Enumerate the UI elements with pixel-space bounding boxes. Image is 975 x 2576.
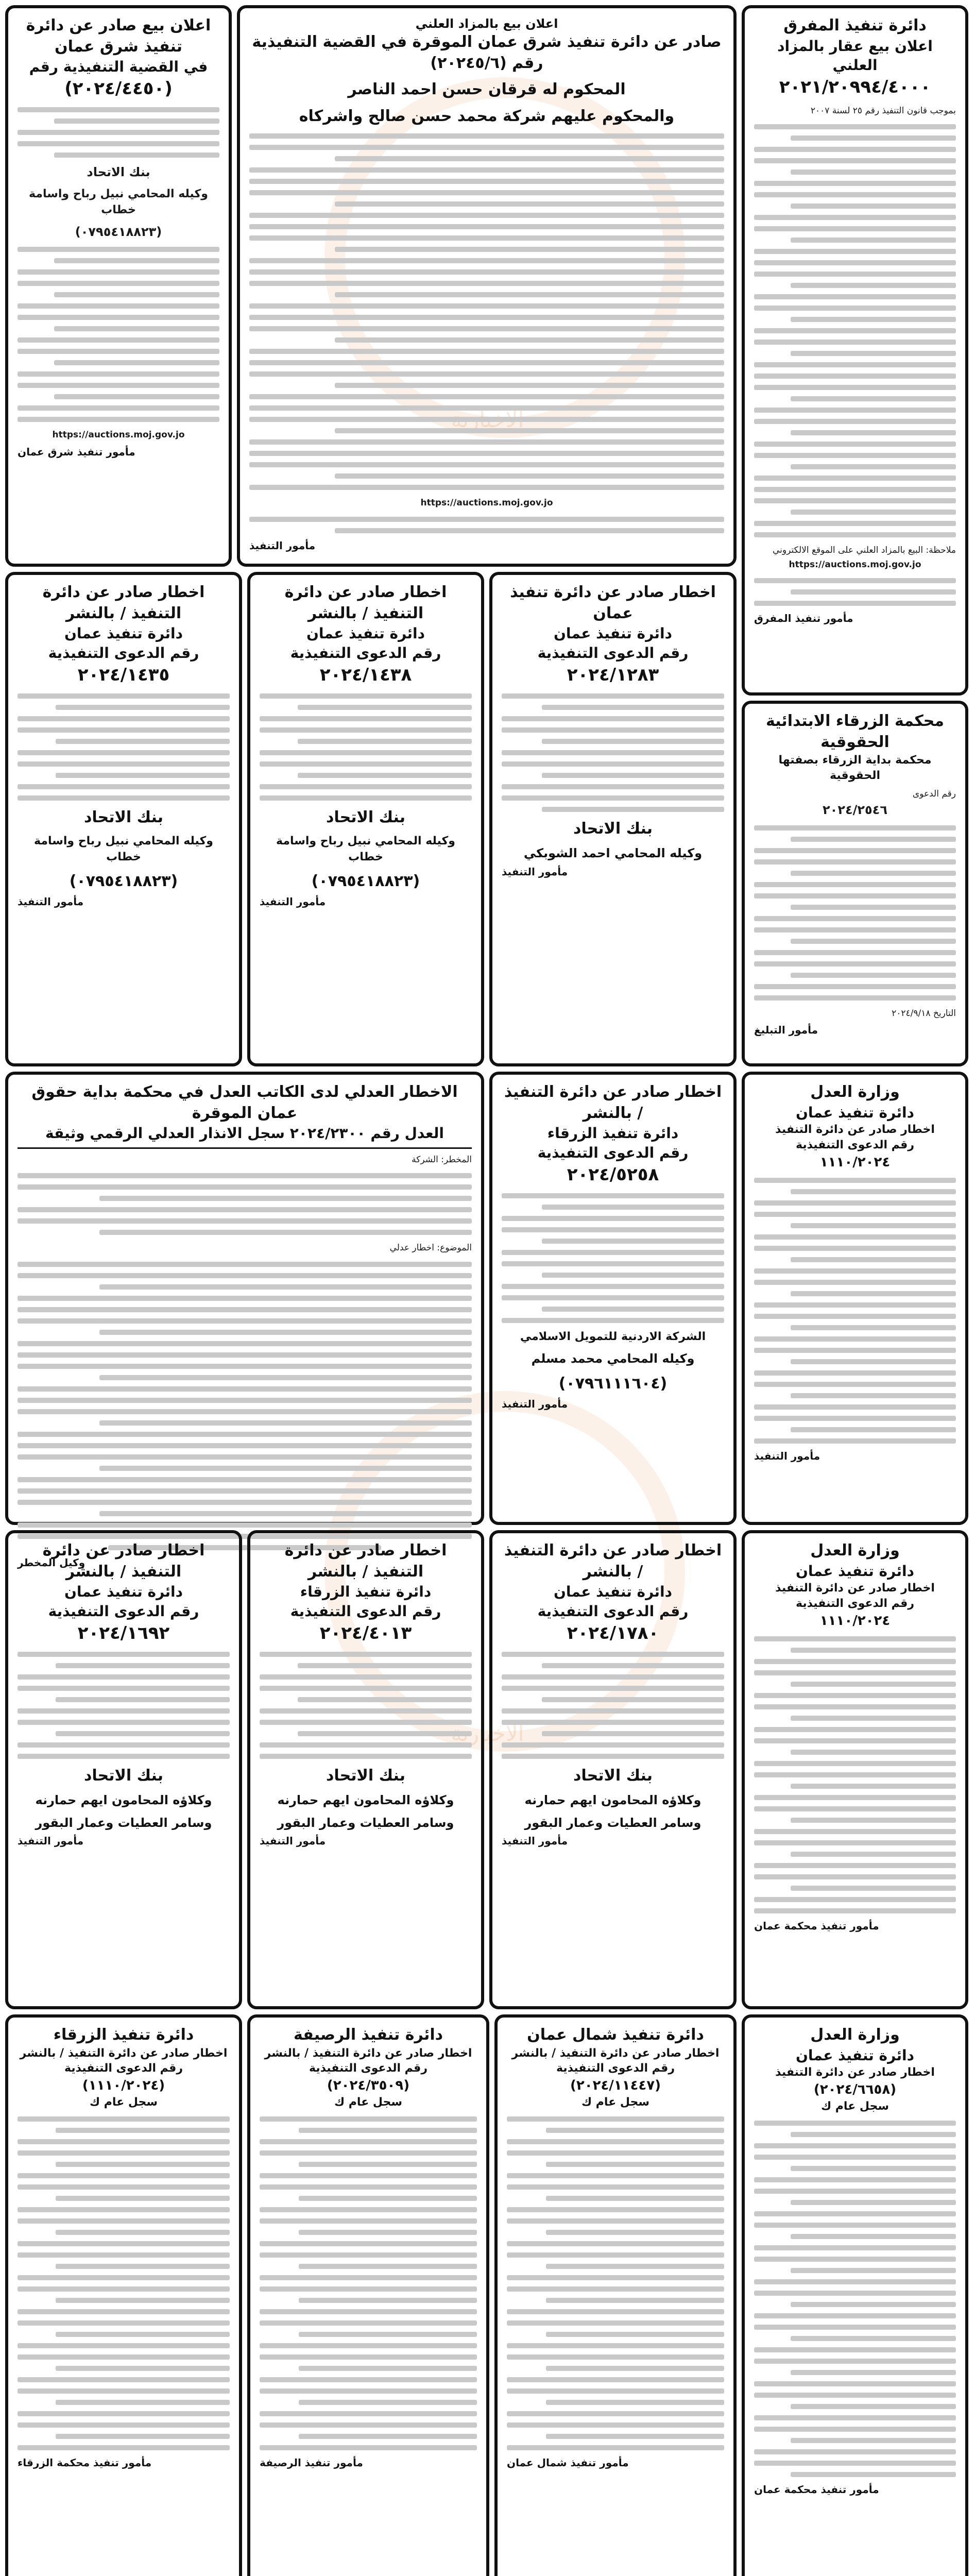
ad-subheading: دائرة تنفيذ عمان bbox=[796, 1104, 914, 1121]
ad-body bbox=[754, 104, 956, 606]
case-number: (١١١٠/٢٠٢٤) bbox=[82, 2077, 165, 2093]
case-number: (٢٠٢٤/١١٤٤٧) bbox=[570, 2077, 661, 2093]
case-label: رقم الدعوى التنفيذية bbox=[48, 644, 199, 662]
ad-tanfeeth-sharq bbox=[5, 5, 232, 567]
ad-line: المخطر: الشركة bbox=[412, 1154, 472, 1165]
ad-signature: مأمور التنفيذ bbox=[260, 1835, 326, 1848]
creditor-name: بنك الاتحاد bbox=[87, 165, 150, 180]
ad-body bbox=[754, 2121, 956, 2477]
ad-subheading: اخطار صادر عن دائرة التنفيذ / بالنشر bbox=[511, 2046, 720, 2060]
ad-bottom-row-1-a bbox=[5, 1530, 242, 2009]
lawyer-name: وكيله المحامي احمد الشوبكي bbox=[523, 846, 703, 861]
ad-heading: وزارة العدل bbox=[810, 1083, 900, 1101]
ad-subheading: دائرة تنفيذ الزرقاء bbox=[547, 1125, 679, 1142]
case-label: رقم الدعوى التنفيذية bbox=[309, 2062, 428, 2075]
ad-body bbox=[502, 693, 724, 812]
case-number: (٢٠٢٤/٤٤٥٠) bbox=[64, 78, 173, 99]
ad-wizara-adl-1 bbox=[742, 1072, 968, 1525]
ad-subheading: دائرة تنفيذ عمان bbox=[64, 625, 183, 642]
watermark-text: الاخبارية bbox=[451, 1721, 524, 1746]
case-label: رقم الدعوى التنفيذية bbox=[795, 1597, 915, 1610]
ad-ikhtar-amman-3 bbox=[5, 572, 242, 1066]
ad-subheading: محكمة بداية الزرقاء بصفتها الحقوقية bbox=[778, 754, 932, 782]
ad-body bbox=[18, 693, 230, 801]
ad-zarqa-court bbox=[742, 701, 968, 1066]
case-label: رقم الدعوى التنفيذية bbox=[537, 644, 689, 662]
case-label: رقم الدعوى التنفيذية bbox=[48, 1602, 199, 1620]
auction-url[interactable]: https://auctions.moj.gov.jo bbox=[420, 498, 553, 509]
case-number: ٢٠٢٤/١٤٣٥ bbox=[77, 664, 170, 685]
case-number: ١١١٠/٢٠٢٤ bbox=[819, 1154, 891, 1170]
ad-ikhtar-amman-1 bbox=[489, 572, 737, 1066]
ad-heading: اخطار صادر عن دائرة التنفيذ / بالنشر bbox=[284, 583, 447, 622]
ad-signature: مأمور تنفيذ محكمة عمان bbox=[754, 1920, 879, 1933]
ad-heading: اخطار صادر عن دائرة التنفيذ / بالنشر bbox=[504, 1083, 722, 1122]
lawyer-phone: (٠٧٩٥٤١٨٨٢٣) bbox=[75, 224, 162, 239]
case-label: رقم الدعوى التنفيذية bbox=[537, 1602, 689, 1620]
ad-signature: مأمور التنفيذ bbox=[18, 1835, 84, 1848]
ad-body bbox=[249, 133, 724, 533]
ad-heading: اخطار صادر عن دائرة التنفيذ / بالنشر bbox=[504, 1541, 722, 1581]
case-number: ٢٠٢٤/٤٠١٣ bbox=[319, 1622, 412, 1643]
ad-subheading: اعلان بيع بالمزاد العلني bbox=[415, 16, 558, 31]
case-label: رقم الدعوى التنفيذية bbox=[537, 1144, 689, 1161]
ad-heading: محكمة الزرقاء الابتدائية الحقوقية bbox=[765, 712, 944, 751]
ad-body bbox=[260, 2116, 477, 2450]
watermark-text: الاخبارية bbox=[451, 407, 524, 432]
ad-heading: اعلان بيع صادر عن دائرة تنفيذ شرق عمان bbox=[26, 16, 211, 56]
ad-line: ملاحظة: البيع بالمزاد العلني على الموقع الالكتروني bbox=[772, 545, 956, 556]
ad-heading: الاخطار العدلي لدى الكاتب العدل في محكمة بداية حقوق عمان الموقرة bbox=[31, 1083, 458, 1122]
ad-subheading: دائرة تنفيذ عمان bbox=[796, 1562, 914, 1580]
ad-wizara-adl-3 bbox=[742, 2014, 968, 2576]
ad-signature: مأمور التبليغ bbox=[754, 1024, 818, 1037]
ad-line: الموضوع: اخطار عدلي bbox=[389, 1243, 472, 1253]
ad-heading: وزارة العدل bbox=[810, 2026, 900, 2044]
ad-signature: مأمور التنفيذ bbox=[18, 895, 84, 908]
lawyer-name: وكيله المحامي نبيل رباح واسامة خطاب bbox=[34, 835, 213, 863]
ad-signature: مأمور تنفيذ الرصيفة bbox=[260, 2456, 363, 2469]
ad-line: رقم الدعوى bbox=[912, 789, 956, 800]
lawyer-phone: (٠٧٩٦١١١٦٠٤) bbox=[558, 1374, 668, 1393]
ad-signature: مأمور تنفيذ شمال عمان bbox=[507, 2456, 629, 2469]
ad-signature: مأمور التنفيذ bbox=[260, 895, 326, 908]
debtor-name: والمحكوم عليهم شركة محمد حسن صالح واشركاه bbox=[299, 107, 675, 126]
ad-row2-a bbox=[5, 2014, 242, 2576]
ad-heading: اخطار صادر عن دائرة تنفيذ عمان bbox=[510, 583, 716, 622]
notice-type: اخطار صادر عن دائرة التنفيذ bbox=[775, 2066, 935, 2079]
ad-heading: دائرة تنفيذ المفرق bbox=[783, 16, 927, 35]
lawyer-name: وكلاؤه المحامون ايهم حمارنه bbox=[277, 1793, 454, 1808]
ad-signature: مأمور تنفيذ المفرق bbox=[754, 612, 853, 625]
ad-subheading: اعلان بيع عقار بالمزاد العلني bbox=[777, 37, 933, 74]
ad-subheading: دائرة تنفيذ عمان bbox=[554, 625, 672, 642]
lawyer-phone: (٠٧٩٥٤١٨٨٢٣) bbox=[311, 872, 420, 890]
ad-subheading: دائرة تنفيذ عمان bbox=[64, 1583, 183, 1600]
ad-signature: مأمور التنفيذ bbox=[502, 1835, 568, 1848]
case-label: رقم الدعوى التنفيذية bbox=[64, 2062, 183, 2075]
auction-url[interactable]: https://auctions.moj.gov.jo bbox=[52, 430, 185, 440]
lawyer-phone: (٠٧٩٥٤١٨٨٢٣) bbox=[69, 872, 178, 890]
case-label: رقم الدعوى التنفيذية bbox=[290, 1602, 441, 1620]
ad-body bbox=[502, 1652, 724, 1759]
ad-signature: مأمور التنفيذ bbox=[502, 865, 568, 878]
ad-bottom-row-1-b bbox=[247, 1530, 484, 2009]
register-label: سجل عام ك bbox=[334, 2096, 403, 2109]
lawyer-name-2: وسامر العطيات وعمار البقور bbox=[277, 1815, 454, 1830]
creditor-name: بنك الاتحاد bbox=[573, 1767, 653, 1785]
ad-signature: مأمور التنفيذ bbox=[249, 539, 316, 552]
ad-ikhtar-amman-2 bbox=[247, 572, 484, 1066]
ad-body bbox=[754, 787, 956, 1021]
creditor-name: بنك الاتحاد bbox=[83, 808, 164, 827]
ad-tanfeeth-mafraq bbox=[742, 5, 968, 696]
ad-body bbox=[18, 1652, 230, 1759]
creditor-name: بنك الاتحاد bbox=[326, 808, 406, 827]
case-number: ١١١٠/٢٠٢٤ bbox=[819, 1613, 891, 1629]
ad-heading: اخطار صادر عن دائرة التنفيذ / بالنشر bbox=[42, 1541, 205, 1581]
notice-type: اخطار صادر عن دائرة التنفيذ bbox=[775, 1582, 935, 1595]
ad-heading: اخطار صادر عن دائرة التنفيذ / بالنشر bbox=[284, 1541, 447, 1581]
ad-zarqa-tanfeeth bbox=[489, 1072, 737, 1525]
ad-body bbox=[18, 1153, 472, 1550]
ad-subheading: العدل رقم ٢٠٢٤/٢٣٠٠ سجل الانذار العدلي الرقمي وثيقة bbox=[45, 1125, 444, 1142]
ad-body bbox=[754, 1636, 956, 1913]
creditor-name: بنك الاتحاد bbox=[326, 1767, 406, 1785]
ad-signature: وكيل المخطر bbox=[18, 1556, 85, 1569]
ad-subheading: اخطار صادر عن دائرة التنفيذ / بالنشر bbox=[264, 2046, 472, 2060]
ad-subheading: دائرة تنفيذ عمان bbox=[796, 2046, 914, 2064]
ad-heading: صادر عن دائرة تنفيذ شرق عمان الموقرة في القضية التنفيذية رقم (٢٠٢٤٥/٦) bbox=[252, 33, 722, 72]
case-label: رقم الدعوى التنفيذية bbox=[556, 2062, 675, 2075]
ad-subheading: دائرة تنفيذ عمان bbox=[306, 625, 425, 642]
ad-heading: دائرة تنفيذ الزرقاء bbox=[53, 2026, 194, 2044]
ad-body bbox=[502, 1193, 724, 1323]
register-label: سجل عام ك bbox=[820, 2100, 890, 2113]
lawyer-name: وكلاؤه المحامون ايهم حمارنه bbox=[35, 1793, 212, 1808]
auction-url[interactable]: https://auctions.moj.gov.jo bbox=[789, 559, 921, 570]
notice-type: اخطار صادر عن دائرة التنفيذ bbox=[775, 1123, 935, 1137]
lawyer-name: وكيله المحامي نبيل رباح واسامة خطاب bbox=[29, 187, 208, 216]
case-number: ٢٠٢٤/١٢٨٣ bbox=[567, 664, 659, 685]
ad-signature: مأمور تنفيذ شرق عمان bbox=[18, 445, 135, 458]
case-number: ٢٠٢٤/١٦٩٢ bbox=[77, 1622, 170, 1643]
ad-signature: مأمور التنفيذ bbox=[754, 1450, 820, 1463]
ad-bottom-row-1-c bbox=[489, 1530, 737, 2009]
lawyer-name-2: وسامر العطيات وعمار البقور bbox=[524, 1815, 702, 1830]
ad-heading: اخطار صادر عن دائرة التنفيذ / بالنشر bbox=[42, 583, 205, 622]
ad-signature: مأمور التنفيذ bbox=[502, 1397, 568, 1410]
case-label: رقم الدعوى التنفيذية bbox=[290, 644, 441, 662]
ad-body bbox=[260, 693, 472, 801]
register-label: سجل عام ك bbox=[581, 2096, 650, 2109]
creditor-name: المحكوم له قرقان حسن احمد الناصر bbox=[348, 80, 626, 99]
ad-row2-b bbox=[247, 2014, 489, 2576]
case-number: ٢٠٢١/٢٠٩٩٤/٤٠٠٠ bbox=[779, 77, 931, 98]
ad-body bbox=[754, 1178, 956, 1444]
case-number: (٢٠٢٤/٣٥٠٩) bbox=[327, 2077, 410, 2093]
ad-line: التاريخ ٢٠٢٤/٩/١٨ bbox=[892, 1008, 956, 1019]
case-number: ٢٠٢٤/٢٥٤٦ bbox=[823, 802, 887, 817]
lawyer-name: وكيله المحامي نبيل رباح واسامة خطاب bbox=[276, 835, 455, 863]
lawyer-name: وكيله المحامي محمد مسلم bbox=[531, 1351, 695, 1366]
ad-signature: مأمور تنفيذ محكمة الزرقاء bbox=[18, 2456, 152, 2469]
ad-body bbox=[260, 1652, 472, 1759]
ad-body bbox=[507, 2116, 724, 2450]
ad-subheading: دائرة تنفيذ الزرقاء bbox=[300, 1583, 432, 1600]
ad-subheading: في القضية التنفيذية رقم bbox=[29, 58, 208, 75]
ad-line: بموجب قانون التنفيذ رقم ٢٥ لسنة ٢٠٠٧ bbox=[810, 105, 956, 116]
ad-row2-c bbox=[494, 2014, 737, 2576]
creditor-name: بنك الاتحاد bbox=[573, 820, 653, 838]
ad-wizara-adl-2 bbox=[742, 1530, 968, 2009]
lawyer-name: وكلاؤه المحامون ايهم حمارنه bbox=[524, 1793, 702, 1808]
ad-heading: دائرة تنفيذ الرصيفة bbox=[293, 2026, 443, 2044]
ad-subheading: اخطار صادر عن دائرة التنفيذ / بالنشر bbox=[20, 2046, 228, 2060]
creditor-name: الشركة الاردنية للتمويل الاسلامي bbox=[520, 1330, 706, 1344]
register-label: سجل عام ك bbox=[89, 2096, 158, 2109]
case-number: ٢٠٢٤/١٤٣٨ bbox=[319, 664, 412, 685]
lawyer-name-2: وسامر العطيات وعمار البقور bbox=[35, 1815, 212, 1830]
ad-mahkama-shamal bbox=[237, 5, 737, 567]
ad-signature: مأمور تنفيذ محكمة عمان bbox=[754, 2483, 879, 2496]
case-number: (٢٠٢٤/٦٦٥٨) bbox=[813, 2081, 897, 2097]
case-number: ٢٠٢٤/١٧٨٠ bbox=[567, 1622, 659, 1643]
ad-heading: دائرة تنفيذ شمال عمان bbox=[527, 2026, 704, 2044]
ad-heading: وزارة العدل bbox=[810, 1541, 900, 1560]
ad-body bbox=[18, 107, 219, 442]
case-label: رقم الدعوى التنفيذية bbox=[795, 1138, 915, 1151]
case-number: ٢٠٢٤/٥٢٥٨ bbox=[567, 1164, 659, 1185]
creditor-name: بنك الاتحاد bbox=[83, 1767, 164, 1785]
ad-body bbox=[18, 2116, 230, 2450]
ad-subheading: دائرة تنفيذ عمان bbox=[554, 1583, 672, 1600]
